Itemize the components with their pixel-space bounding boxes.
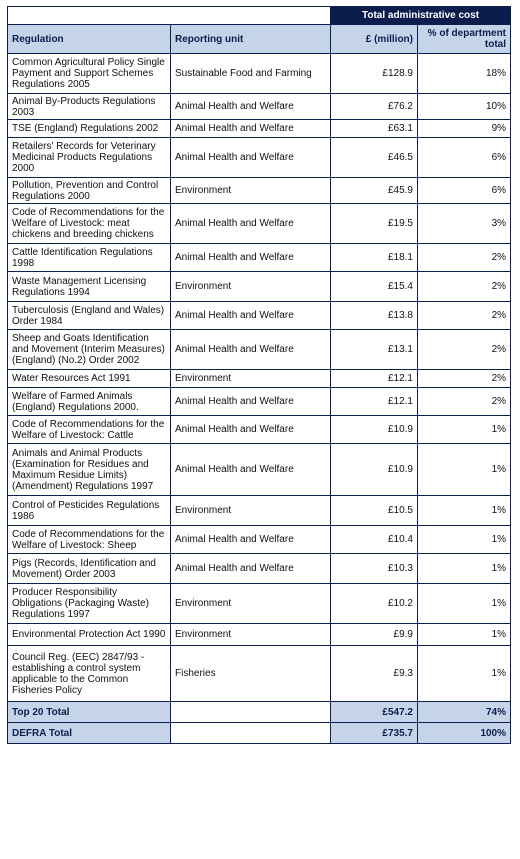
reporting-unit-cell: Animal Health and Welfare bbox=[171, 302, 331, 330]
total-row bbox=[8, 723, 511, 744]
table-row bbox=[8, 444, 511, 496]
table-row bbox=[8, 584, 511, 624]
reporting-unit-cell: Animal Health and Welfare bbox=[171, 526, 331, 554]
regulation-cell: Welfare of Farmed Animals (England) Regulations 2000. bbox=[8, 388, 171, 416]
regulation-cell: Cattle Identification Regulations 1998 bbox=[8, 244, 171, 272]
reporting-unit-cell: Animal Health and Welfare bbox=[171, 204, 331, 244]
reporting-unit-cell: Animal Health and Welfare bbox=[171, 244, 331, 272]
cost-cell: £76.2 bbox=[331, 94, 418, 120]
cost-cell: £10.5 bbox=[331, 496, 418, 526]
table-row bbox=[8, 244, 511, 272]
table-row bbox=[8, 54, 511, 94]
regulation-cell: Producer Responsibility Obligations (Packaging Waste) Regulations 1997 bbox=[8, 584, 171, 624]
total-percent-cell: 74% bbox=[418, 702, 511, 723]
cost-column-header: £ (million) bbox=[331, 25, 418, 54]
percent-cell: 2% bbox=[418, 302, 511, 330]
regulation-cell: Waste Management Licensing Regulations 1994 bbox=[8, 272, 171, 302]
percent-cell: 2% bbox=[418, 370, 511, 388]
cost-cell: £10.4 bbox=[331, 526, 418, 554]
reporting-unit-cell: Animal Health and Welfare bbox=[171, 330, 331, 370]
regulation-cell: Council Reg. (EEC) 2847/93 - establishing a control system applicable to the Common Fisheries Policy bbox=[8, 646, 171, 702]
regulation-cell: Sheep and Goats Identification and Movement (Interim Measures) (England) (No.2) Order 2002 bbox=[8, 330, 171, 370]
regulation-cell: Pollution, Prevention and Control Regulations 2000 bbox=[8, 178, 171, 204]
reporting-unit-cell: Fisheries bbox=[171, 646, 331, 702]
reporting-unit-cell: Animal Health and Welfare bbox=[171, 388, 331, 416]
table-row bbox=[8, 302, 511, 330]
reporting-unit-cell: Environment bbox=[171, 496, 331, 526]
regulation-cost-table bbox=[7, 6, 511, 744]
table-row bbox=[8, 496, 511, 526]
regulation-cell: Code of Recommendations for the Welfare of Livestock: meat chickens and breeding chickens bbox=[8, 204, 171, 244]
reporting-unit-cell: Environment bbox=[171, 584, 331, 624]
table-row bbox=[8, 416, 511, 444]
cost-cell: £10.2 bbox=[331, 584, 418, 624]
regulation-column-header: Regulation bbox=[8, 25, 171, 54]
percent-cell: 3% bbox=[418, 204, 511, 244]
regulation-cell: TSE (England) Regulations 2002 bbox=[8, 120, 171, 138]
percent-cell: 2% bbox=[418, 330, 511, 370]
table-row bbox=[8, 138, 511, 178]
cost-cell: £45.9 bbox=[331, 178, 418, 204]
percent-cell: 1% bbox=[418, 444, 511, 496]
cost-cell: £18.1 bbox=[331, 244, 418, 272]
cost-cell: £9.3 bbox=[331, 646, 418, 702]
reporting-unit-cell: Sustainable Food and Farming bbox=[171, 54, 331, 94]
percent-cell: 2% bbox=[418, 244, 511, 272]
percent-cell: 2% bbox=[418, 272, 511, 302]
cost-cell: £13.8 bbox=[331, 302, 418, 330]
regulation-cell: Water Resources Act 1991 bbox=[8, 370, 171, 388]
reporting-unit-cell: Animal Health and Welfare bbox=[171, 416, 331, 444]
reporting-unit-cell: Environment bbox=[171, 624, 331, 646]
reporting-unit-cell: Animal Health and Welfare bbox=[171, 94, 331, 120]
regulation-cell: Animals and Animal Products (Examination for Residues and Maximum Residue Limits) (Amendment) Regulations 1997 bbox=[8, 444, 171, 496]
reporting-unit-column-header: Reporting unit bbox=[171, 25, 331, 54]
header-spacer bbox=[8, 7, 331, 25]
percent-cell: 18% bbox=[418, 54, 511, 94]
reporting-unit-cell: Animal Health and Welfare bbox=[171, 444, 331, 496]
reporting-unit-cell: Animal Health and Welfare bbox=[171, 120, 331, 138]
total-cost-cell: £735.7 bbox=[331, 723, 418, 744]
total-unit-cell bbox=[171, 702, 331, 723]
table-row bbox=[8, 120, 511, 138]
cost-cell: £10.9 bbox=[331, 416, 418, 444]
percent-cell: 10% bbox=[418, 94, 511, 120]
total-unit-cell bbox=[171, 723, 331, 744]
reporting-unit-cell: Environment bbox=[171, 178, 331, 204]
cost-cell: £19.5 bbox=[331, 204, 418, 244]
table-row bbox=[8, 624, 511, 646]
table-body bbox=[8, 54, 511, 702]
cost-cell: £10.9 bbox=[331, 444, 418, 496]
table-row bbox=[8, 272, 511, 302]
reporting-unit-cell: Environment bbox=[171, 370, 331, 388]
total-row bbox=[8, 702, 511, 723]
table-row bbox=[8, 526, 511, 554]
table-row bbox=[8, 204, 511, 244]
column-header-row bbox=[8, 25, 511, 54]
percent-cell: 2% bbox=[418, 388, 511, 416]
regulation-cell: Control of Pesticides Regulations 1986 bbox=[8, 496, 171, 526]
reporting-unit-cell: Animal Health and Welfare bbox=[171, 554, 331, 584]
regulation-cell: Animal By-Products Regulations 2003 bbox=[8, 94, 171, 120]
regulation-cell: Tuberculosis (England and Wales) Order 1984 bbox=[8, 302, 171, 330]
percent-cell: 1% bbox=[418, 624, 511, 646]
regulation-cell: Retailers' Records for Veterinary Medicinal Products Regulations 2000 bbox=[8, 138, 171, 178]
regulation-cell: Pigs (Records, Identification and Movement) Order 2003 bbox=[8, 554, 171, 584]
total-label-cell: Top 20 Total bbox=[8, 702, 171, 723]
cost-cell: £128.9 bbox=[331, 54, 418, 94]
percent-cell: 1% bbox=[418, 584, 511, 624]
regulation-cell: Code of Recommendations for the Welfare of Livestock: Cattle bbox=[8, 416, 171, 444]
cost-cell: £12.1 bbox=[331, 370, 418, 388]
cost-cell: £13.1 bbox=[331, 330, 418, 370]
cost-cell: £10.3 bbox=[331, 554, 418, 584]
total-cost-cell: £547.2 bbox=[331, 702, 418, 723]
reporting-unit-cell: Environment bbox=[171, 272, 331, 302]
table-row bbox=[8, 370, 511, 388]
header-group-row bbox=[8, 7, 511, 25]
cost-cell: £63.1 bbox=[331, 120, 418, 138]
cost-cell: £15.4 bbox=[331, 272, 418, 302]
table-row bbox=[8, 388, 511, 416]
table-row bbox=[8, 94, 511, 120]
percent-cell: 6% bbox=[418, 138, 511, 178]
table-row bbox=[8, 178, 511, 204]
total-percent-cell: 100% bbox=[418, 723, 511, 744]
percent-cell: 9% bbox=[418, 120, 511, 138]
table-totals bbox=[8, 702, 511, 744]
percent-cell: 1% bbox=[418, 526, 511, 554]
regulation-cell: Environmental Protection Act 1990 bbox=[8, 624, 171, 646]
percent-cell: 1% bbox=[418, 496, 511, 526]
cost-cell: £12.1 bbox=[331, 388, 418, 416]
percent-cell: 6% bbox=[418, 178, 511, 204]
cost-cell: £9.9 bbox=[331, 624, 418, 646]
reporting-unit-cell: Animal Health and Welfare bbox=[171, 138, 331, 178]
total-label-cell: DEFRA Total bbox=[8, 723, 171, 744]
percent-cell: 1% bbox=[418, 416, 511, 444]
percent-cell: 1% bbox=[418, 554, 511, 584]
percent-column-header: % of department total bbox=[418, 25, 511, 54]
regulation-cell: Code of Recommendations for the Welfare of Livestock: Sheep bbox=[8, 526, 171, 554]
table-row bbox=[8, 646, 511, 702]
total-admin-cost-header: Total administrative cost bbox=[331, 7, 511, 25]
table-row bbox=[8, 554, 511, 584]
regulation-cell: Common Agricultural Policy Single Payment and Support Schemes Regulations 2005 bbox=[8, 54, 171, 94]
table-row bbox=[8, 330, 511, 370]
percent-cell: 1% bbox=[418, 646, 511, 702]
cost-cell: £46.5 bbox=[331, 138, 418, 178]
